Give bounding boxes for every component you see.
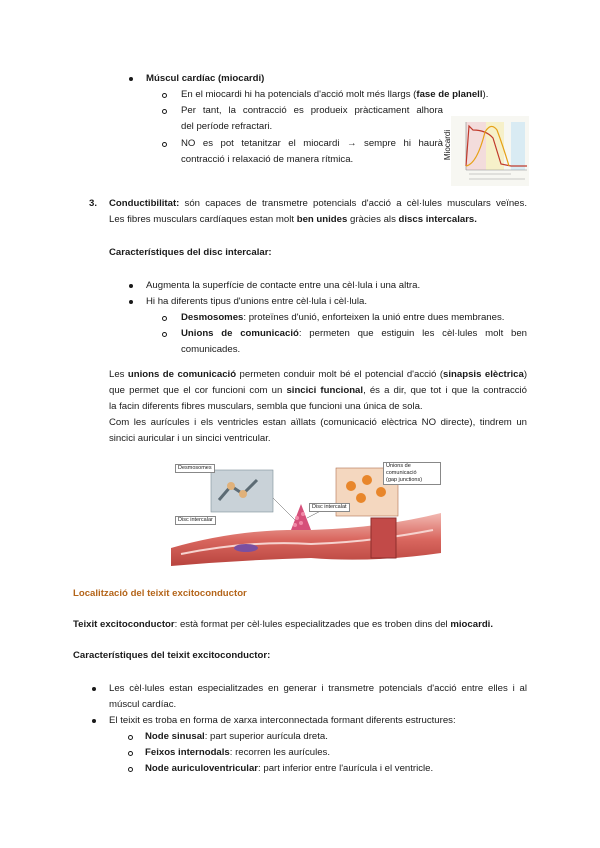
unions-line1	[181, 326, 527, 342]
label-disc-center: Disc intercalat	[309, 503, 350, 512]
action-potential-figure	[443, 116, 529, 186]
bold-span: Node sinusal	[145, 731, 205, 742]
disc-heading: Característiques del disc intercalar:	[109, 247, 272, 258]
para-line2	[109, 383, 527, 399]
bold-span: ben unides	[296, 214, 348, 225]
desmosomes-line	[181, 310, 504, 326]
para-line1	[109, 367, 527, 383]
text-span: permeten conduir molt bé el potencial d'acció (	[236, 369, 444, 380]
bullet	[129, 284, 133, 288]
node-av	[145, 761, 433, 777]
feixos-internodals	[145, 745, 330, 761]
conduct-line2	[109, 212, 477, 228]
circle-bullet	[128, 751, 133, 756]
para-line4: Com les aurícules i els ventricles estan aïllats (comunicació elèctrica NO directe), tindrem un	[109, 417, 527, 428]
circle-bullet	[162, 109, 167, 114]
text-span: : part inferior entre l'aurícula i el ventricle.	[258, 763, 434, 774]
text-span: són capaces de transmetre potencials d'acció a cèl·lules musculars veïnes.	[179, 198, 527, 209]
bold-span: Teixit excitoconductor	[73, 619, 175, 630]
label-gap-junctions	[383, 462, 441, 485]
bold-span: Desmosomes	[181, 312, 244, 323]
item-number: 3.	[89, 198, 98, 209]
muscle-title: Múscul cardíac (miocardi)	[146, 73, 265, 84]
label-line: (gap junctions)	[386, 477, 423, 483]
bullet	[92, 687, 96, 691]
muscle-sub1	[181, 87, 488, 103]
section-title: Localització del teixit excitoconductor	[73, 588, 247, 599]
label-line: Unions de comunicació	[386, 463, 417, 476]
diastole-zone	[511, 122, 525, 170]
circle-bullet	[162, 332, 167, 337]
text-span: : permeten que estiguin les cèl·lules molt ben	[298, 328, 527, 339]
excito-bullet2: El teixit es troba en forma de xarxa interconnectada formant diferents estructures:	[109, 715, 456, 726]
circle-bullet	[162, 93, 167, 98]
excito-bullet1-line1: Les cèl·lules estan especialitzades en generar i transmetre potencials d'acció entre elles i al	[109, 683, 527, 694]
bold-span: Feixos internodals	[145, 747, 230, 758]
conduct-line1	[109, 196, 527, 212]
bold-span: discs intercalars.	[398, 214, 477, 225]
bold-span: sincici funcional	[286, 385, 364, 396]
circle-bullet	[128, 767, 133, 772]
text-span: Les fibres musculars cardíaques estan molt	[109, 214, 297, 225]
intercalated-disc-diagram	[171, 458, 441, 568]
bold-span: sinapsis elèctrica	[443, 369, 524, 380]
text-span: En el miocardi hi ha potencials d'acció molt més llargs (	[181, 89, 417, 100]
text-span: : recorren les aurícules.	[229, 747, 331, 758]
action-potential-graph	[451, 116, 529, 186]
text-span: , és a dir, que tot i que la contracció	[363, 385, 528, 396]
bold-span: Node auriculoventricular	[145, 763, 259, 774]
bold-span: Conductibilitat:	[109, 198, 180, 209]
bold-span: Unions de comunicació	[181, 328, 299, 339]
nucleus	[234, 544, 258, 552]
figure-label: Miocardi	[443, 129, 453, 161]
para-line5: sincici auricular i un sincici ventricular.	[109, 433, 271, 444]
muscle-sub2-line1: Per tant, la contracció es produeix pràcticament alhora	[181, 105, 443, 116]
excito-bullet1-line2: múscul cardíac.	[109, 699, 177, 710]
bullet	[129, 77, 133, 81]
muscle-sub2-line2: del període refractari.	[181, 121, 273, 132]
bullet	[92, 719, 96, 723]
circle-bullet	[128, 735, 133, 740]
text-span: : proteïnes d'unió, enforteixen la unió entre dues membranes.	[243, 312, 505, 323]
excito-definition	[73, 617, 493, 633]
unions-line2: comunicades.	[181, 344, 241, 355]
disc-bullet2: Hi ha diferents tipus d'unions entre cèl·lula i cèl·lula.	[146, 296, 368, 307]
label-disc: Disc intercalar	[175, 516, 216, 525]
text-span: que permet que el cor funcioni com un	[109, 385, 287, 396]
bullet	[129, 300, 133, 304]
bold-span: miocardi.	[450, 619, 494, 630]
text-span: : està format per cèl·lules especialitzades que es troben dins del	[174, 619, 451, 630]
node-sinus	[145, 729, 328, 745]
text-span: )	[523, 369, 528, 380]
text-span: gràcies als	[347, 214, 399, 225]
bold-span: unions de comunicació	[127, 369, 237, 380]
disc-bullet1: Augmenta la superfície de contacte entre una cèl·lula i una altra.	[146, 280, 421, 291]
circle-bullet	[162, 142, 167, 147]
text-span: ).	[482, 89, 489, 100]
muscle-sub3-line2: contracció i relaxació de manera rítmica.	[181, 154, 354, 165]
circle-bullet	[162, 316, 167, 321]
muscle-sub3-line1: NO es pot tetanitzar el miocardi → sempre hi haurà	[181, 138, 443, 149]
vessel	[371, 518, 396, 558]
para-line3: la facin diferents fibres musculars, sembla que funcioni una única de sola.	[109, 401, 423, 412]
bold-span: fase de planell	[416, 89, 483, 100]
label-desmosomes: Desmosomes	[175, 464, 215, 473]
text-span: : part superior aurícula dreta.	[204, 731, 328, 742]
text-span: Les	[109, 369, 128, 380]
excito-char-heading: Característiques del teixit excitoconductor:	[73, 650, 271, 661]
